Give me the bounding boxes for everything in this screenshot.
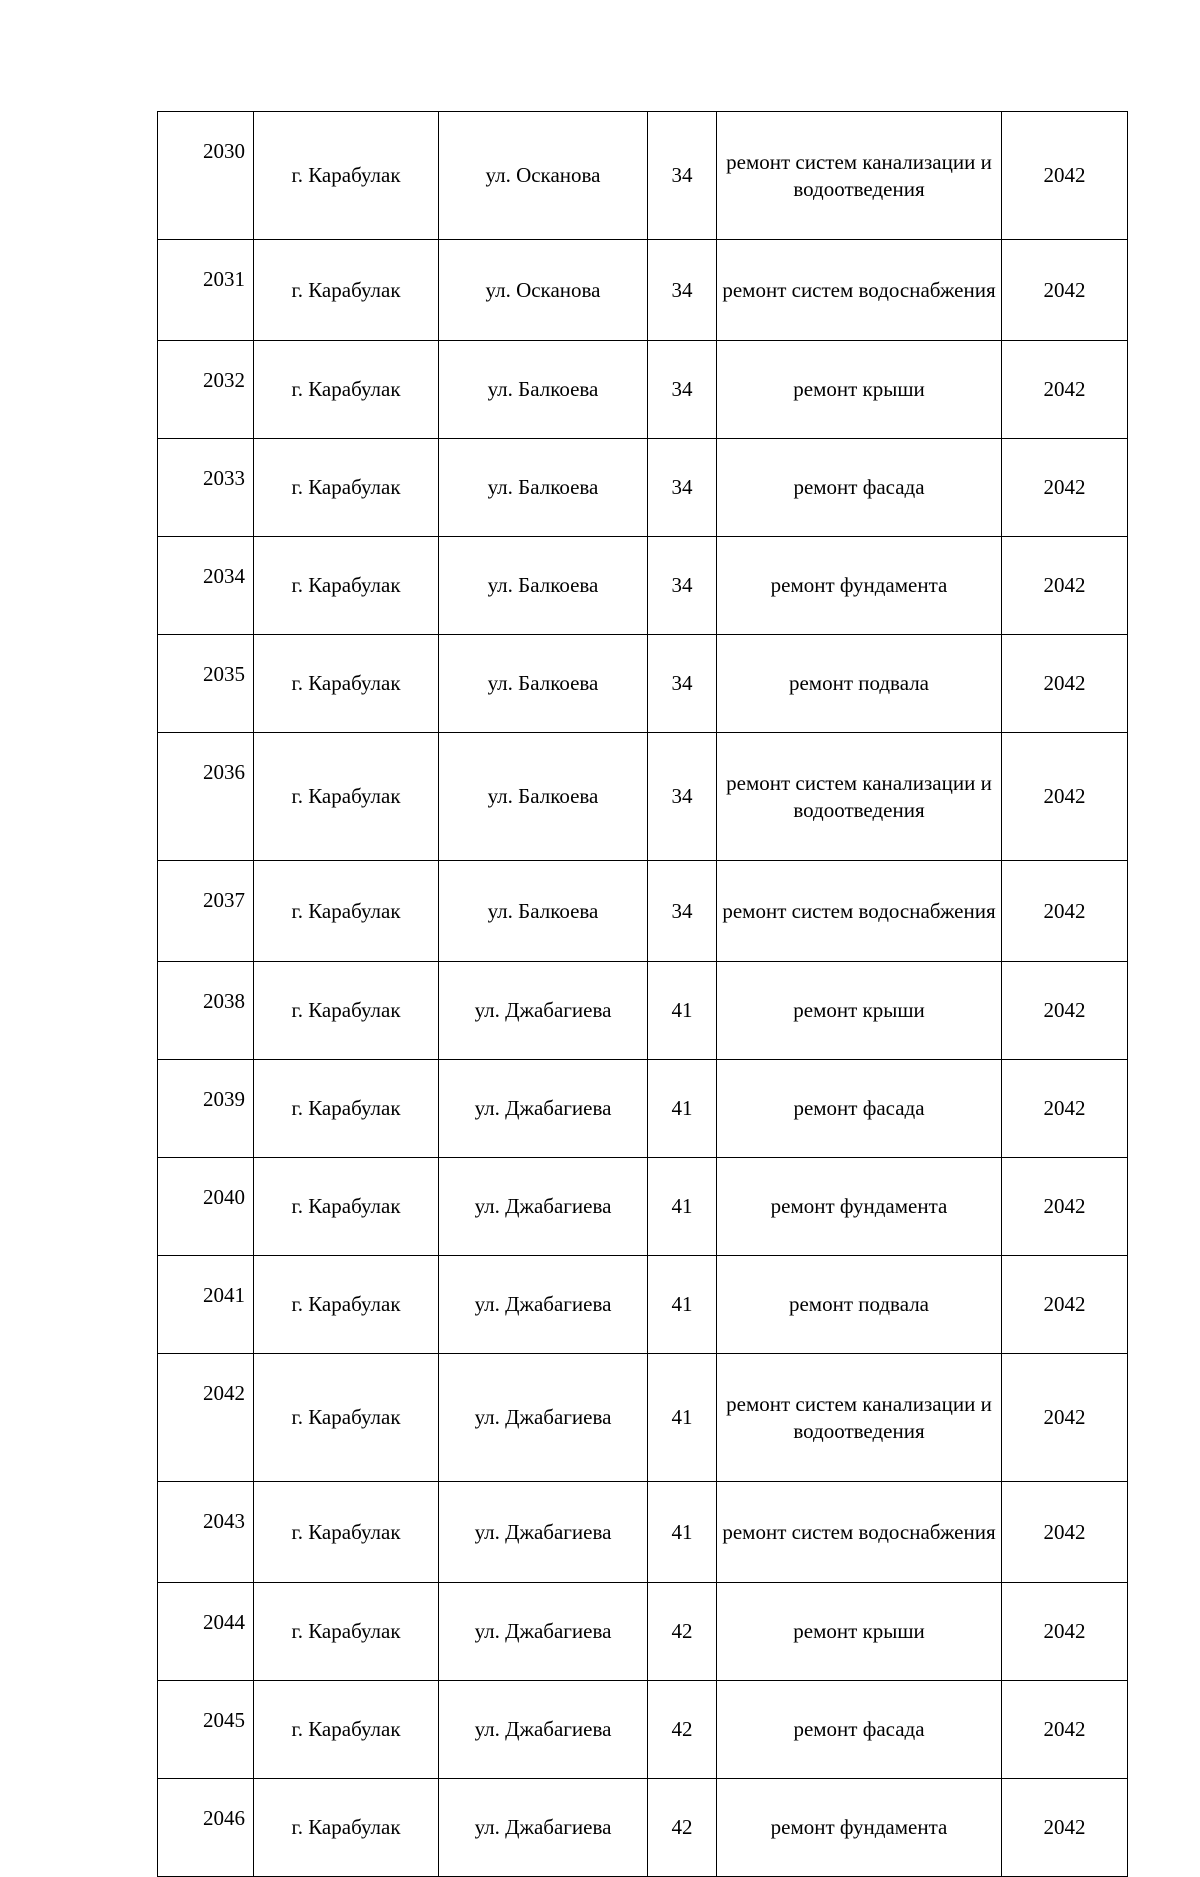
house-cell: 34 [648,112,717,240]
work-type-cell: ремонт систем канализации и водоотведения [717,112,1002,240]
city-cell: г. Карабулак [254,341,439,439]
street-cell: ул. Балкоева [439,341,648,439]
work-type-cell: ремонт систем водоснабжения [717,240,1002,341]
house-cell: 34 [648,635,717,733]
work-type-cell: ремонт крыши [717,1583,1002,1681]
table-row [158,1060,1128,1158]
row-number: 2045 [158,1681,254,1779]
street-cell: ул. Балкоева [439,635,648,733]
table-row [158,1681,1128,1779]
year-cell: 2042 [1002,861,1128,962]
house-cell: 34 [648,341,717,439]
row-number: 2037 [158,861,254,962]
row-number: 2035 [158,635,254,733]
work-type-cell: ремонт крыши [717,341,1002,439]
table-row [158,635,1128,733]
city-cell: г. Карабулак [254,1583,439,1681]
city-cell: г. Карабулак [254,861,439,962]
row-number: 2044 [158,1583,254,1681]
city-cell: г. Карабулак [254,1482,439,1583]
table-row [158,1256,1128,1354]
year-cell: 2042 [1002,1354,1128,1482]
table-row [158,1779,1128,1877]
table-row [158,733,1128,861]
street-cell: ул. Джабагиева [439,1681,648,1779]
city-cell: г. Карабулак [254,1779,439,1877]
house-cell: 42 [648,1681,717,1779]
table-row [158,962,1128,1060]
work-type-cell: ремонт фасада [717,1681,1002,1779]
row-number: 2034 [158,537,254,635]
work-type-cell: ремонт фасада [717,439,1002,537]
city-cell: г. Карабулак [254,1256,439,1354]
table-row [158,439,1128,537]
table-row [158,240,1128,341]
table-row [158,341,1128,439]
street-cell: ул. Балкоева [439,537,648,635]
house-cell: 34 [648,439,717,537]
house-cell: 41 [648,1060,717,1158]
table-row [158,861,1128,962]
city-cell: г. Карабулак [254,112,439,240]
year-cell: 2042 [1002,1779,1128,1877]
year-cell: 2042 [1002,962,1128,1060]
row-number: 2040 [158,1158,254,1256]
row-number: 2039 [158,1060,254,1158]
city-cell: г. Карабулак [254,733,439,861]
year-cell: 2042 [1002,112,1128,240]
city-cell: г. Карабулак [254,1158,439,1256]
street-cell: ул. Балкоева [439,733,648,861]
year-cell: 2042 [1002,635,1128,733]
city-cell: г. Карабулак [254,1681,439,1779]
work-type-cell: ремонт фасада [717,1060,1002,1158]
year-cell: 2042 [1002,733,1128,861]
work-type-cell: ремонт фундамента [717,537,1002,635]
work-type-cell: ремонт систем водоснабжения [717,1482,1002,1583]
house-cell: 34 [648,861,717,962]
work-type-cell: ремонт крыши [717,962,1002,1060]
city-cell: г. Карабулак [254,1354,439,1482]
house-cell: 34 [648,537,717,635]
year-cell: 2042 [1002,1482,1128,1583]
year-cell: 2042 [1002,240,1128,341]
house-cell: 41 [648,962,717,1060]
street-cell: ул. Джабагиева [439,1060,648,1158]
street-cell: ул. Джабагиева [439,1482,648,1583]
city-cell: г. Карабулак [254,240,439,341]
house-cell: 42 [648,1583,717,1681]
year-cell: 2042 [1002,1060,1128,1158]
street-cell: ул. Джабагиева [439,962,648,1060]
work-type-cell: ремонт фундамента [717,1158,1002,1256]
row-number: 2042 [158,1354,254,1482]
year-cell: 2042 [1002,1583,1128,1681]
year-cell: 2042 [1002,1681,1128,1779]
street-cell: ул. Джабагиева [439,1583,648,1681]
work-type-cell: ремонт подвала [717,635,1002,733]
house-cell: 42 [648,1779,717,1877]
street-cell: ул. Джабагиева [439,1158,648,1256]
repair-schedule-table [157,111,1128,1877]
work-type-cell: ремонт систем канализации и водоотведения [717,733,1002,861]
house-cell: 34 [648,733,717,861]
street-cell: ул. Балкоева [439,439,648,537]
year-cell: 2042 [1002,439,1128,537]
house-cell: 41 [648,1158,717,1256]
street-cell: ул. Осканова [439,112,648,240]
row-number: 2033 [158,439,254,537]
year-cell: 2042 [1002,1256,1128,1354]
row-number: 2046 [158,1779,254,1877]
year-cell: 2042 [1002,537,1128,635]
work-type-cell: ремонт систем канализации и водоотведения [717,1354,1002,1482]
street-cell: ул. Джабагиева [439,1256,648,1354]
row-number: 2043 [158,1482,254,1583]
table-row [158,1583,1128,1681]
work-type-cell: ремонт фундамента [717,1779,1002,1877]
table-row [158,1482,1128,1583]
work-type-cell: ремонт систем водоснабжения [717,861,1002,962]
table-row [158,1354,1128,1482]
city-cell: г. Карабулак [254,439,439,537]
work-type-cell: ремонт подвала [717,1256,1002,1354]
city-cell: г. Карабулак [254,537,439,635]
street-cell: ул. Балкоева [439,861,648,962]
year-cell: 2042 [1002,1158,1128,1256]
city-cell: г. Карабулак [254,1060,439,1158]
city-cell: г. Карабулак [254,962,439,1060]
row-number: 2030 [158,112,254,240]
row-number: 2041 [158,1256,254,1354]
table-row [158,537,1128,635]
row-number: 2036 [158,733,254,861]
row-number: 2031 [158,240,254,341]
house-cell: 34 [648,240,717,341]
year-cell: 2042 [1002,341,1128,439]
row-number: 2038 [158,962,254,1060]
row-number: 2032 [158,341,254,439]
house-cell: 41 [648,1354,717,1482]
street-cell: ул. Джабагиева [439,1354,648,1482]
table-row [158,1158,1128,1256]
house-cell: 41 [648,1256,717,1354]
house-cell: 41 [648,1482,717,1583]
table-row [158,112,1128,240]
street-cell: ул. Джабагиева [439,1779,648,1877]
street-cell: ул. Осканова [439,240,648,341]
city-cell: г. Карабулак [254,635,439,733]
